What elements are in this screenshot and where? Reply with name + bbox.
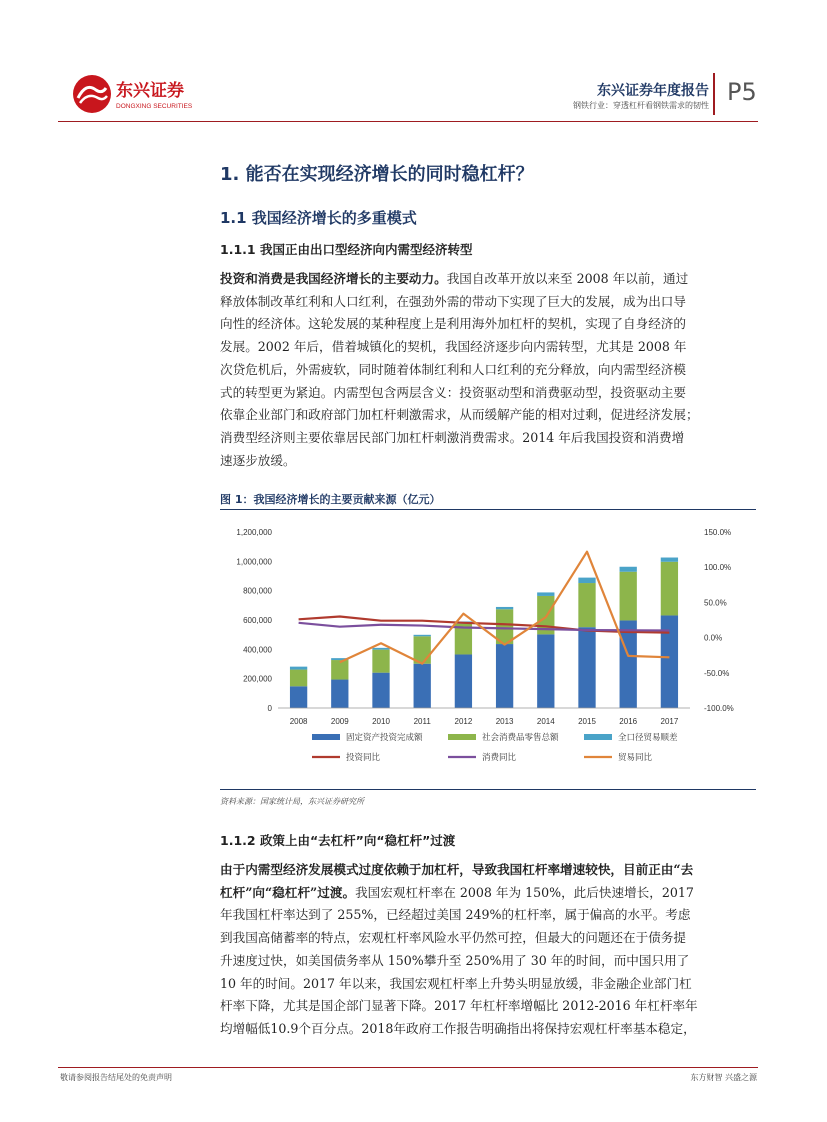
y-left-tick-label: 1,200,000	[236, 528, 272, 537]
figure-1-title: 图 1：我国经济增长的主要贡献来源（亿元）	[220, 493, 441, 506]
paragraph-1-line: 发展。2002 年后，借着城镇化的契机，我国经济逐步向内需转型，尤其是 2008 年	[220, 339, 687, 355]
bar-segment	[661, 558, 678, 562]
y-right-tick-label: -50.0%	[704, 668, 730, 678]
x-tick-label: 2016	[619, 717, 638, 726]
report-subtitle: 钢铁行业：穿透杠杆看钢铁需求的韧性	[573, 101, 709, 110]
y-left-tick-label: 400,000	[243, 645, 272, 655]
legend-label: 社会消费品零售总额	[482, 733, 559, 743]
x-tick-label: 2015	[578, 717, 596, 726]
x-tick-label: 2017	[660, 717, 679, 726]
paragraph-2-line: 10 年的时间。2017 年以来，我国宏观杠杆率上升势头明显放缓，非金融企业部门杠	[220, 975, 692, 991]
paragraph-1-line: 消费型经济则主要依靠居民部门加杠杆刺激消费需求。2014 年后我国投资和消费增	[220, 429, 685, 445]
header-rule	[58, 121, 758, 122]
paragraph-1-line: 依靠企业部门和政府部门加杠杆刺激需求，从而缓解产能的相对过剩，促进经济发展；	[220, 407, 699, 423]
bar-segment	[578, 583, 595, 627]
paragraph-2-line: 到我国高储蓄率的特点，宏观杠杆率风险水平仍然可控，但最大的问题还在于债务提	[220, 930, 686, 946]
y-right-tick-label: -100.0%	[704, 704, 734, 713]
figure-1-source: 资料来源：国家统计局，东兴证券研究所	[220, 797, 364, 806]
bar-segment	[620, 572, 637, 621]
x-tick-label: 2011	[413, 717, 431, 726]
bar-segment	[496, 644, 513, 708]
bar-segment	[537, 634, 554, 708]
paragraph-1-line: 释放体制改革红利和人口红利，在强劲外需的带动下实现了巨大的发展，成为出口导	[220, 293, 686, 309]
bar-segment	[578, 627, 595, 708]
footer-disclaimer: 敬请参阅报告结尾处的免责声明	[60, 1073, 172, 1082]
paragraph-2-line: 杆率下降，尤其是国企部门显著下降。2017 年杠杆率增幅比 2012-2016 年杠杆率年	[220, 998, 698, 1014]
paragraph-1-line: 速逐步放缓。	[220, 452, 296, 468]
bar-segment	[661, 562, 678, 616]
footer-slogan: 东方财智 兴盛之源	[690, 1073, 757, 1082]
legend-label: 固定资产投资完成额	[346, 733, 423, 743]
y-left-tick-label: 200,000	[243, 674, 272, 684]
bar-segment	[331, 660, 348, 680]
legend-label: 投资同比	[346, 753, 381, 763]
paragraph-1-line: 式的转型更为紧迫。内需型包含两层含义：投资驱动型和消费驱动型，投资驱动主要	[220, 384, 686, 400]
x-tick-label: 2012	[454, 717, 473, 726]
bar-segment	[496, 607, 513, 609]
paragraph-2-line: 由于内需型经济发展模式过度依赖于加杠杆，导致我国杠杆率增速较快，目前正由“去	[220, 862, 694, 877]
bar-segment	[290, 667, 307, 670]
legend-swatch	[312, 734, 340, 740]
bar-segment	[331, 680, 348, 708]
y-left-tick-label: 800,000	[243, 586, 272, 596]
bar-segment	[372, 648, 389, 650]
x-tick-label: 2013	[495, 717, 514, 726]
legend-label: 贸易同比	[618, 753, 653, 763]
bar-segment	[290, 670, 307, 687]
paragraph-1-line: 投资和消费是我国经济增长的主要动力。我国自改革开放以来至 2008 年以前，通过	[220, 271, 689, 286]
section-1-1-2-title: 1.1.2 政策上由“去杠杆”向“稳杠杆”过渡	[220, 833, 456, 848]
logo-cn-text: 东兴证券	[116, 81, 184, 101]
paragraph-1-line: 次贷危机后，外需疲软，同时随着体制红利和人口红利的充分释放，向内需型经济模	[220, 361, 686, 377]
header-divider	[713, 73, 715, 115]
figure-rule-top	[220, 509, 756, 510]
legend-swatch	[448, 734, 476, 740]
y-right-tick-label: 50.0%	[704, 598, 727, 608]
section-1-1-1-title: 1.1.1 我国正由出口型经济向内需型经济转型	[220, 242, 473, 257]
company-logo	[72, 72, 202, 116]
bar-segment	[372, 650, 389, 673]
y-right-tick-label: 100.0%	[704, 563, 732, 573]
bar-segment	[620, 620, 637, 708]
paragraph-1	[220, 268, 756, 472]
paragraph-2-line: 均增幅低10.9个百分点。2018年政府工作报告明确指出将保持宏观杠杆率基本稳定，	[220, 1020, 696, 1036]
bar-segment	[414, 635, 431, 636]
footer-rule	[58, 1067, 758, 1068]
bar-segment	[537, 592, 554, 596]
x-tick-label: 2009	[330, 717, 349, 726]
paragraph-2	[220, 859, 756, 1041]
bar-segment	[578, 578, 595, 583]
section-1-title: 1. 能否在实现经济增长的同时稳杠杆？	[220, 164, 534, 185]
page-number: P5	[727, 78, 757, 106]
y-left-tick-label: 1,000,000	[236, 557, 272, 567]
paragraph-1-line: 向性的经济体。这轮发展的某种程度上是利用海外加杠杆的契机，实现了自身经济的	[220, 316, 686, 332]
legend-swatch	[584, 734, 612, 740]
report-title: 东兴证券年度报告	[597, 83, 709, 99]
x-tick-label: 2010	[372, 717, 390, 726]
paragraph-2-line: 年我国杠杆率达到了 255%，已经超过美国 249%的杠杆率，属于偏高的水平。考虑	[220, 907, 691, 923]
figure-rule-bottom	[220, 789, 756, 790]
x-tick-label: 2014	[536, 717, 555, 726]
y-left-tick-label: 600,000	[243, 616, 272, 625]
y-right-tick-label: 0.0%	[704, 633, 723, 643]
bar-segment	[414, 664, 431, 708]
x-tick-label: 2008	[289, 717, 308, 726]
y-right-tick-label: 150.0%	[704, 528, 732, 537]
legend-label: 消费同比	[482, 753, 517, 763]
bar-segment	[290, 686, 307, 708]
logo-en-text: DONGXING SECURITIES	[116, 103, 193, 110]
bar-segment	[620, 567, 637, 572]
paragraph-2-line: 杠杆”向“稳杠杆”过渡。我国宏观杠杆率在 2008 年为 150%，此后快速增长，2017	[220, 884, 694, 900]
paragraph-2-line: 升速度过快，如美国债务率从 150%攀升至 250%用了 30 年的时间，而中国只用了	[220, 952, 690, 968]
bar-segment	[455, 654, 472, 708]
chart-svg	[220, 518, 756, 784]
figure-1-chart	[220, 518, 756, 784]
paragraph-1-lead: 投资和消费是我国经济增长的主要动力。	[220, 271, 447, 286]
section-1-1-title: 1.1 我国经济增长的多重模式	[220, 209, 417, 227]
legend-label: 全口径贸易顺差	[618, 733, 678, 743]
y-left-tick-label: 0	[267, 704, 272, 713]
bar-segment	[372, 673, 389, 708]
